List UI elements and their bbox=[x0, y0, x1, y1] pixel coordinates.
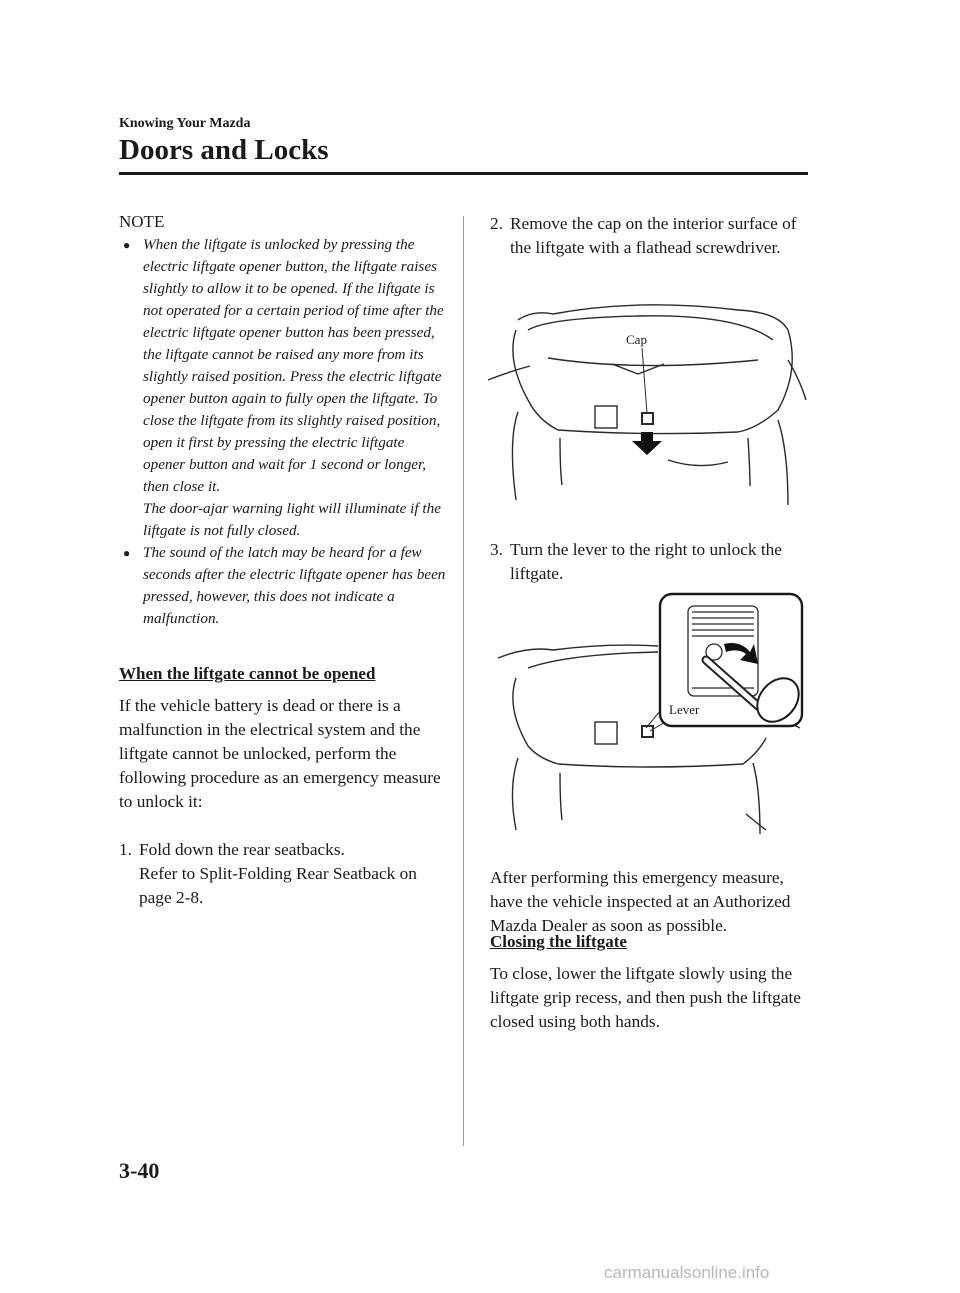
section-heading-closing: Closing the liftgate bbox=[490, 932, 627, 951]
step-number: 3. bbox=[490, 540, 503, 559]
paragraph-closing: To close, lower the liftgate slowly using the liftgate grip recess, and then push the liftgate closed using both hands. bbox=[490, 964, 801, 1031]
step-subtext: Refer to Split-Folding Rear Seatback on page 2-8. bbox=[139, 864, 417, 907]
note-item-text: The sound of the latch may be heard for a few seconds after the electric liftgate opener has been pressed, however, this does not indicate a malfunction. bbox=[143, 544, 446, 627]
section-heading-cannot-open: When the liftgate cannot be opened bbox=[119, 664, 376, 683]
column-divider bbox=[463, 216, 464, 1146]
paragraph-cannot-open: If the vehicle battery is dead or there is a malfunction in the electrical system and the liftgate cannot be unlocked, perform the following procedure as an emergency measure to unlock it: bbox=[119, 696, 441, 811]
arrow-down-icon bbox=[632, 432, 662, 455]
note-heading: NOTE bbox=[119, 212, 165, 231]
step-number: 2. bbox=[490, 214, 503, 233]
lever-label: Lever bbox=[669, 702, 700, 717]
watermark: carmanualsonline.info bbox=[604, 1263, 770, 1282]
bullet-icon: ● bbox=[123, 546, 131, 560]
note-item bbox=[119, 542, 449, 630]
step-text: Turn the lever to the right to unlock the liftgate. bbox=[510, 540, 782, 583]
step-3 bbox=[490, 538, 810, 586]
note-item bbox=[119, 234, 449, 542]
note-list bbox=[119, 234, 449, 630]
section-label: Knowing Your Mazda bbox=[119, 116, 251, 131]
step-text: Remove the cap on the interior surface of the liftgate with a flathead screwdriver. bbox=[510, 214, 797, 257]
note-item-extra: The door-ajar warning light will illuminate if the liftgate is not fully closed. bbox=[143, 500, 441, 539]
title-divider bbox=[119, 172, 808, 175]
note-item-text: When the liftgate is unlocked by pressing the electric liftgate opener button, the liftgate raises slightly to allow it to be opened. If the liftgate is not operated for a certain period of time after the electric liftgate opener button has been pressed, the liftgate cannot be raised any more from its slightly raised position. Press the electric liftgate opener button again to fully open the liftgate. To close the liftgate from its slightly raised position, open it first by pressing the electric liftgate opener button and wait for 1 second or longer, then close it. bbox=[143, 236, 444, 495]
figure-liftgate-lever bbox=[488, 588, 808, 834]
paragraph-after: After performing this emergency measure, have the vehicle inspected at an Authorized Mazda Dealer as soon as possible. bbox=[490, 868, 791, 935]
step-text: Fold down the rear seatbacks. bbox=[139, 840, 345, 859]
page-title: Doors and Locks bbox=[119, 134, 329, 166]
bullet-icon: ● bbox=[123, 238, 131, 252]
cap-label: Cap bbox=[626, 332, 647, 347]
step-1 bbox=[119, 838, 449, 910]
step-number: 1. bbox=[119, 840, 132, 859]
step-2 bbox=[490, 212, 810, 260]
page-number: 3-40 bbox=[119, 1158, 160, 1183]
figure-liftgate-cap bbox=[488, 300, 808, 512]
